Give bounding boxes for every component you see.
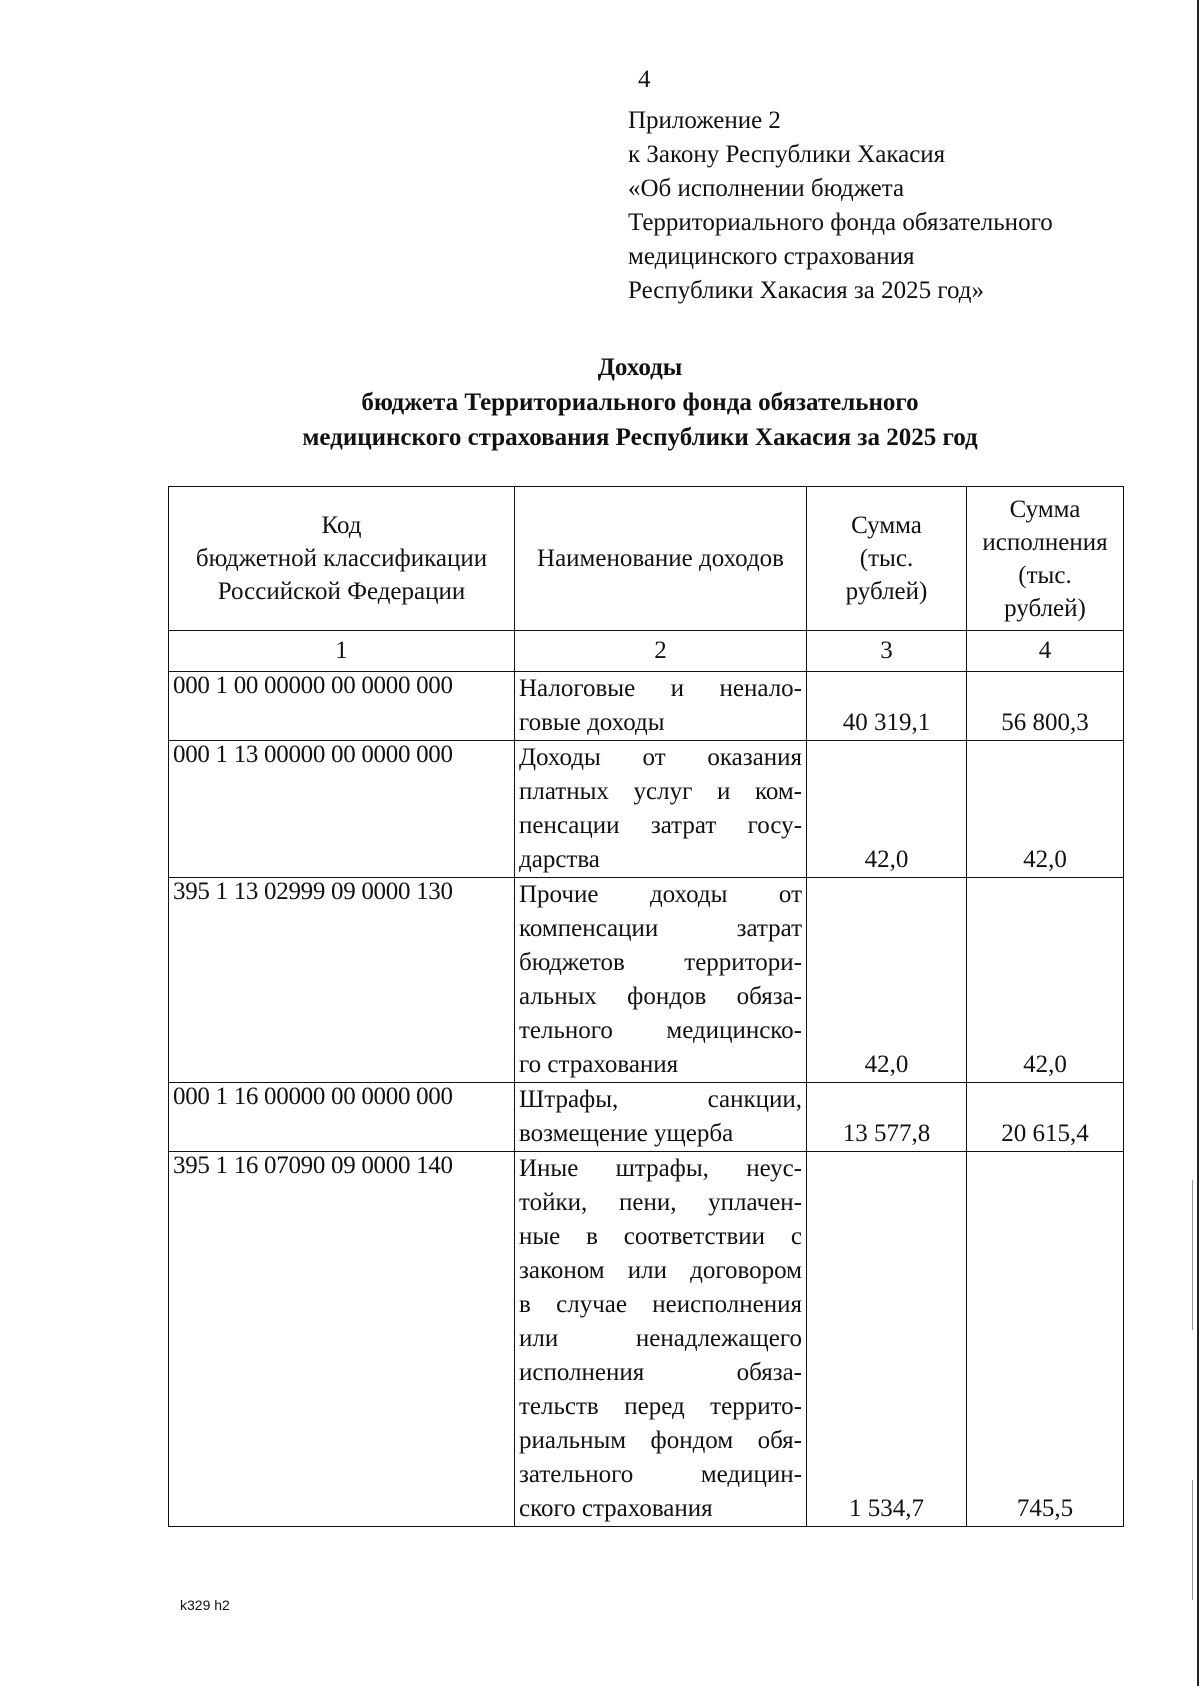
amount-cell: 42,0 [807,878,967,1083]
revenue-name-line: или ненадлежащего [519,1325,802,1352]
revenue-name-line: альных фондов обяза- [519,983,802,1010]
page-number: 4 [638,66,651,93]
revenue-name-cell [515,741,807,878]
revenue-name-line: ные в соответствии с [519,1223,802,1250]
revenue-name-cell [515,1152,807,1527]
header-text: бюджетной классификации [195,545,488,572]
revenue-name-line: ского страхования [519,1495,713,1522]
column-number: 2 [515,631,807,672]
amount-cell: 13 577,8 [807,1083,967,1152]
revenue-name-line: риальным фондом обя- [519,1427,802,1454]
revenue-name-cell [515,672,807,741]
revenue-name-line: зательного медицин- [519,1461,802,1488]
executed-amount-cell: 42,0 [967,878,1124,1083]
scan-border-right [1197,0,1199,1686]
header-code [169,487,515,631]
header-name [515,487,807,631]
revenue-name-line: возмещение ущерба [519,1120,734,1147]
column-number: 3 [807,631,967,672]
amount-cell: 1 534,7 [807,1152,967,1527]
revenue-name-line: законом или договором [519,1257,802,1284]
table-header-row [169,487,1124,631]
revenue-name-line: в случае неисполнения [519,1291,802,1318]
column-number: 1 [169,631,515,672]
appendix-line: медицинского страхования [628,243,915,270]
revenue-name-line: тойки, пени, уплачен- [519,1189,802,1216]
executed-amount-cell: 745,5 [967,1152,1124,1527]
scan-artifact [1192,1180,1193,1330]
column-number-row [169,631,1124,672]
header-text: исполнения [982,528,1108,556]
header-executed [967,487,1124,631]
title-line: Доходы [597,354,683,381]
revenue-name-line: платных услуг и ком- [519,778,802,805]
document-title [150,350,1130,455]
scan-artifact [1192,1480,1193,1600]
revenue-name-line: исполнения обяза- [519,1359,802,1386]
revenue-name-line: Иные штрафы, неус- [519,1155,802,1182]
header-amount [807,487,967,631]
budget-code-cell: 395 1 13 02999 09 0000 130 [169,878,515,1083]
header-text: Сумма [1009,495,1081,523]
title-line: бюджета Территориального фонда обязательного [361,389,919,416]
header-text: рублей) [1004,594,1086,622]
header-text: Сумма [851,512,922,539]
column-number: 4 [967,631,1124,672]
header-text: (тыс. [1018,561,1072,589]
revenue-name-line: дарства [519,846,600,873]
appendix-line: к Закону Республики Хакасия [628,141,946,168]
amount-cell: 42,0 [807,741,967,878]
revenue-name-line: Налоговые и ненало- [519,675,802,702]
table-row [169,1083,1124,1152]
appendix-line: Республики Хакасия за 2025 год» [628,277,985,304]
revenue-table [168,486,1124,1527]
appendix-line: «Об исполнении бюджета [628,175,905,202]
budget-code-cell: 000 1 00 00000 00 0000 000 [169,672,515,741]
header-text: Код [321,512,362,539]
revenue-name-line: компенсации затрат [519,915,802,942]
revenue-name-line: го страхования [519,1051,679,1078]
budget-code-cell: 395 1 16 07090 09 0000 140 [169,1152,515,1527]
table-row [169,878,1124,1083]
revenue-name-line: тельного медицинско- [519,1017,802,1044]
footer-code: k329 h2 [180,1597,230,1613]
appendix-line: Приложение 2 [628,107,781,134]
amount-cell: 40 319,1 [807,672,967,741]
header-text: рублей) [845,578,928,605]
executed-amount-cell: 42,0 [967,741,1124,878]
table-row [169,1152,1124,1527]
revenue-name-line: пенсации затрат госу- [519,812,802,839]
executed-amount-cell: 56 800,3 [967,672,1124,741]
header-text: (тыс. [859,545,914,572]
revenue-name-line: бюджетов территори- [519,949,802,976]
revenue-name-line: Доходы от оказания [519,744,802,771]
title-line: медицинского страхования Республики Хакасия за 2025 год [302,424,978,451]
table-body [169,672,1124,1527]
header-text: Российской Федерации [217,578,466,605]
budget-code-cell: 000 1 13 00000 00 0000 000 [169,741,515,878]
budget-code-cell: 000 1 16 00000 00 0000 000 [169,1083,515,1152]
revenue-name-line: Штрафы, санкции, [519,1086,802,1113]
revenue-name-line: Прочие доходы от [519,881,802,908]
header-text: Наименование доходов [537,545,784,572]
revenue-name-cell [515,878,807,1083]
appendix-line: Территориального фонда обязательного [628,209,1053,236]
appendix-block [628,104,1188,308]
revenue-name-cell [515,1083,807,1152]
executed-amount-cell: 20 615,4 [967,1083,1124,1152]
table-row [169,741,1124,878]
table-row [169,672,1124,741]
revenue-name-line: говые доходы [519,709,665,736]
revenue-name-line: тельств перед террито- [519,1393,802,1420]
